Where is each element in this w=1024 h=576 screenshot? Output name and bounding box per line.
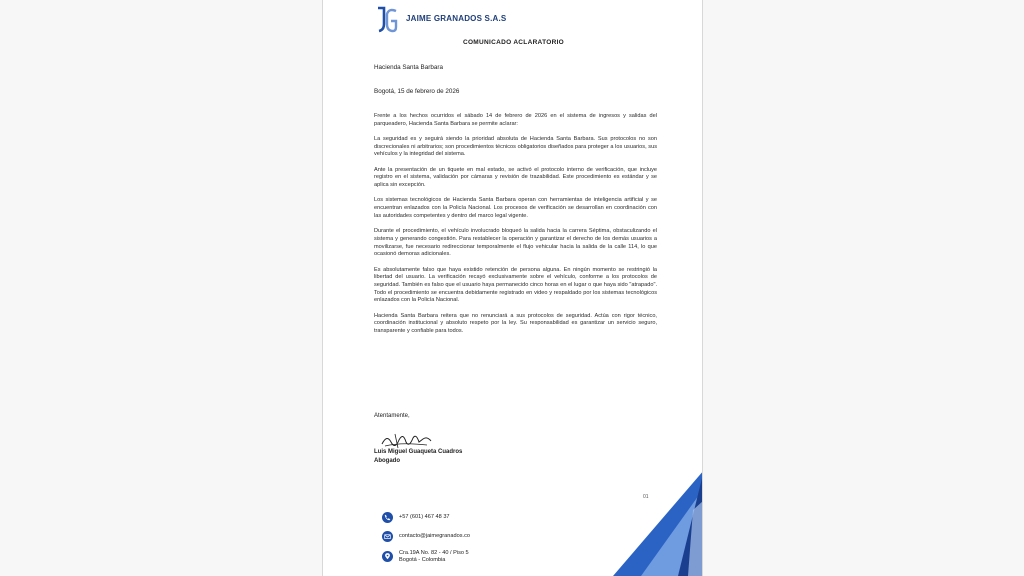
company-name: JAIME GRANADOS S.A.S [406,14,507,23]
contact-email [382,531,470,542]
address-line-1: Cra.19A No. 82 - 40 / Piso 5 [399,550,469,556]
signer-name: Luis Miguel Guaqueta Cuadros [374,449,463,455]
address-line-2: Bogotá - Colombia [399,556,446,563]
letter-body [374,113,657,343]
letter-page [322,0,703,576]
signer-role: Abogado [374,458,400,464]
contact-phone [382,512,450,523]
body-paragraph: Frente a los hechos ocurridos el sábado 14 de febrero de 2026 en el sistema de ingresos y salidas del parqueadero, Hacienda Santa Barbara se permite aclarar: [374,113,657,127]
closing: Atentamente, [374,413,410,419]
body-paragraph: Durante el procedimiento, el vehículo involucrado bloqueó la salida hacia la carrera Séptima, obstaculizando el sistema y generando congestión. Para restablecer la operación y garantizar el derecho de los demás usuarios a movilizarse, fue necesario redireccionar temporalmente el flujo vehicular hacia la salida de la calle 114, lo que ocasionó demoras adicionales. [374,228,657,258]
body-paragraph: La seguridad es y seguirá siendo la prioridad absoluta de Hacienda Santa Barbara. Sus protocolos no son discrecionales ni arbitrarios; son procedimientos técnicos obligatorios diseñados para proteger a los usuarios, sus vehículos y la integridad del sistema. [374,136,657,158]
location-icon [382,551,393,562]
contact-phone-text: +57 (601) 467 48 37 [399,514,450,521]
contact-address-text [399,550,469,563]
body-paragraph: Los sistemas tecnológicos de Hacienda Santa Barbara operan con herramientas de inteligencia artificial y se encuentran enlazados con la Policía Nacional. Los procesos de verificación se desarrollan en coordinación con las autoridades competentes y dentro del marco legal vigente. [374,197,657,219]
company-logo [376,6,398,34]
contact-email-text[interactable]: contacto@jaimegranados.co [399,533,470,540]
document-title: COMUNICADO ACLARATORIO [462,39,565,46]
recipient: Hacienda Santa Barbara [374,64,443,71]
corner-decoration [593,470,703,576]
phone-icon [382,512,393,523]
left-background [0,0,322,576]
right-background [703,0,1024,576]
body-paragraph: Es absolutamente falso que haya existido retención de persona alguna. En ningún momento se restringió la libertad del usuario. La verificación recayó exclusivamente sobre el vehículo, conforme a los protocolos de seguridad. También es falso que el usuario haya permanecido cinco horas en el lugar o que haya sido "atrapado". Todo el procedimiento se encuentra debidamente registrado en video y respaldado por los sistemas tecnológicos enlazados con la Policía Nacional. [374,266,657,304]
body-paragraph: Ante la presentación de un tiquete en mal estado, se activó el protocolo interno de verificación, que incluye registro en el sistema, validación por cámaras y revisión de trazabilidad. Este procedimiento es estándar y se aplica sin excepción. [374,166,657,189]
body-paragraph: Hacienda Santa Barbara reitera que no renunciará a sus protocolos de seguridad. Actúa con rigor técnico, coordinación institucional y absoluto respeto por la ley. Su responsabilidad es garantizar un servicio seguro, transparente y confiable para todos. [374,312,657,335]
letter-date: Bogotá, 15 de febrero de 2026 [374,88,460,95]
contact-address [382,550,469,563]
email-icon [382,531,393,542]
page-number: 01 [643,494,649,500]
